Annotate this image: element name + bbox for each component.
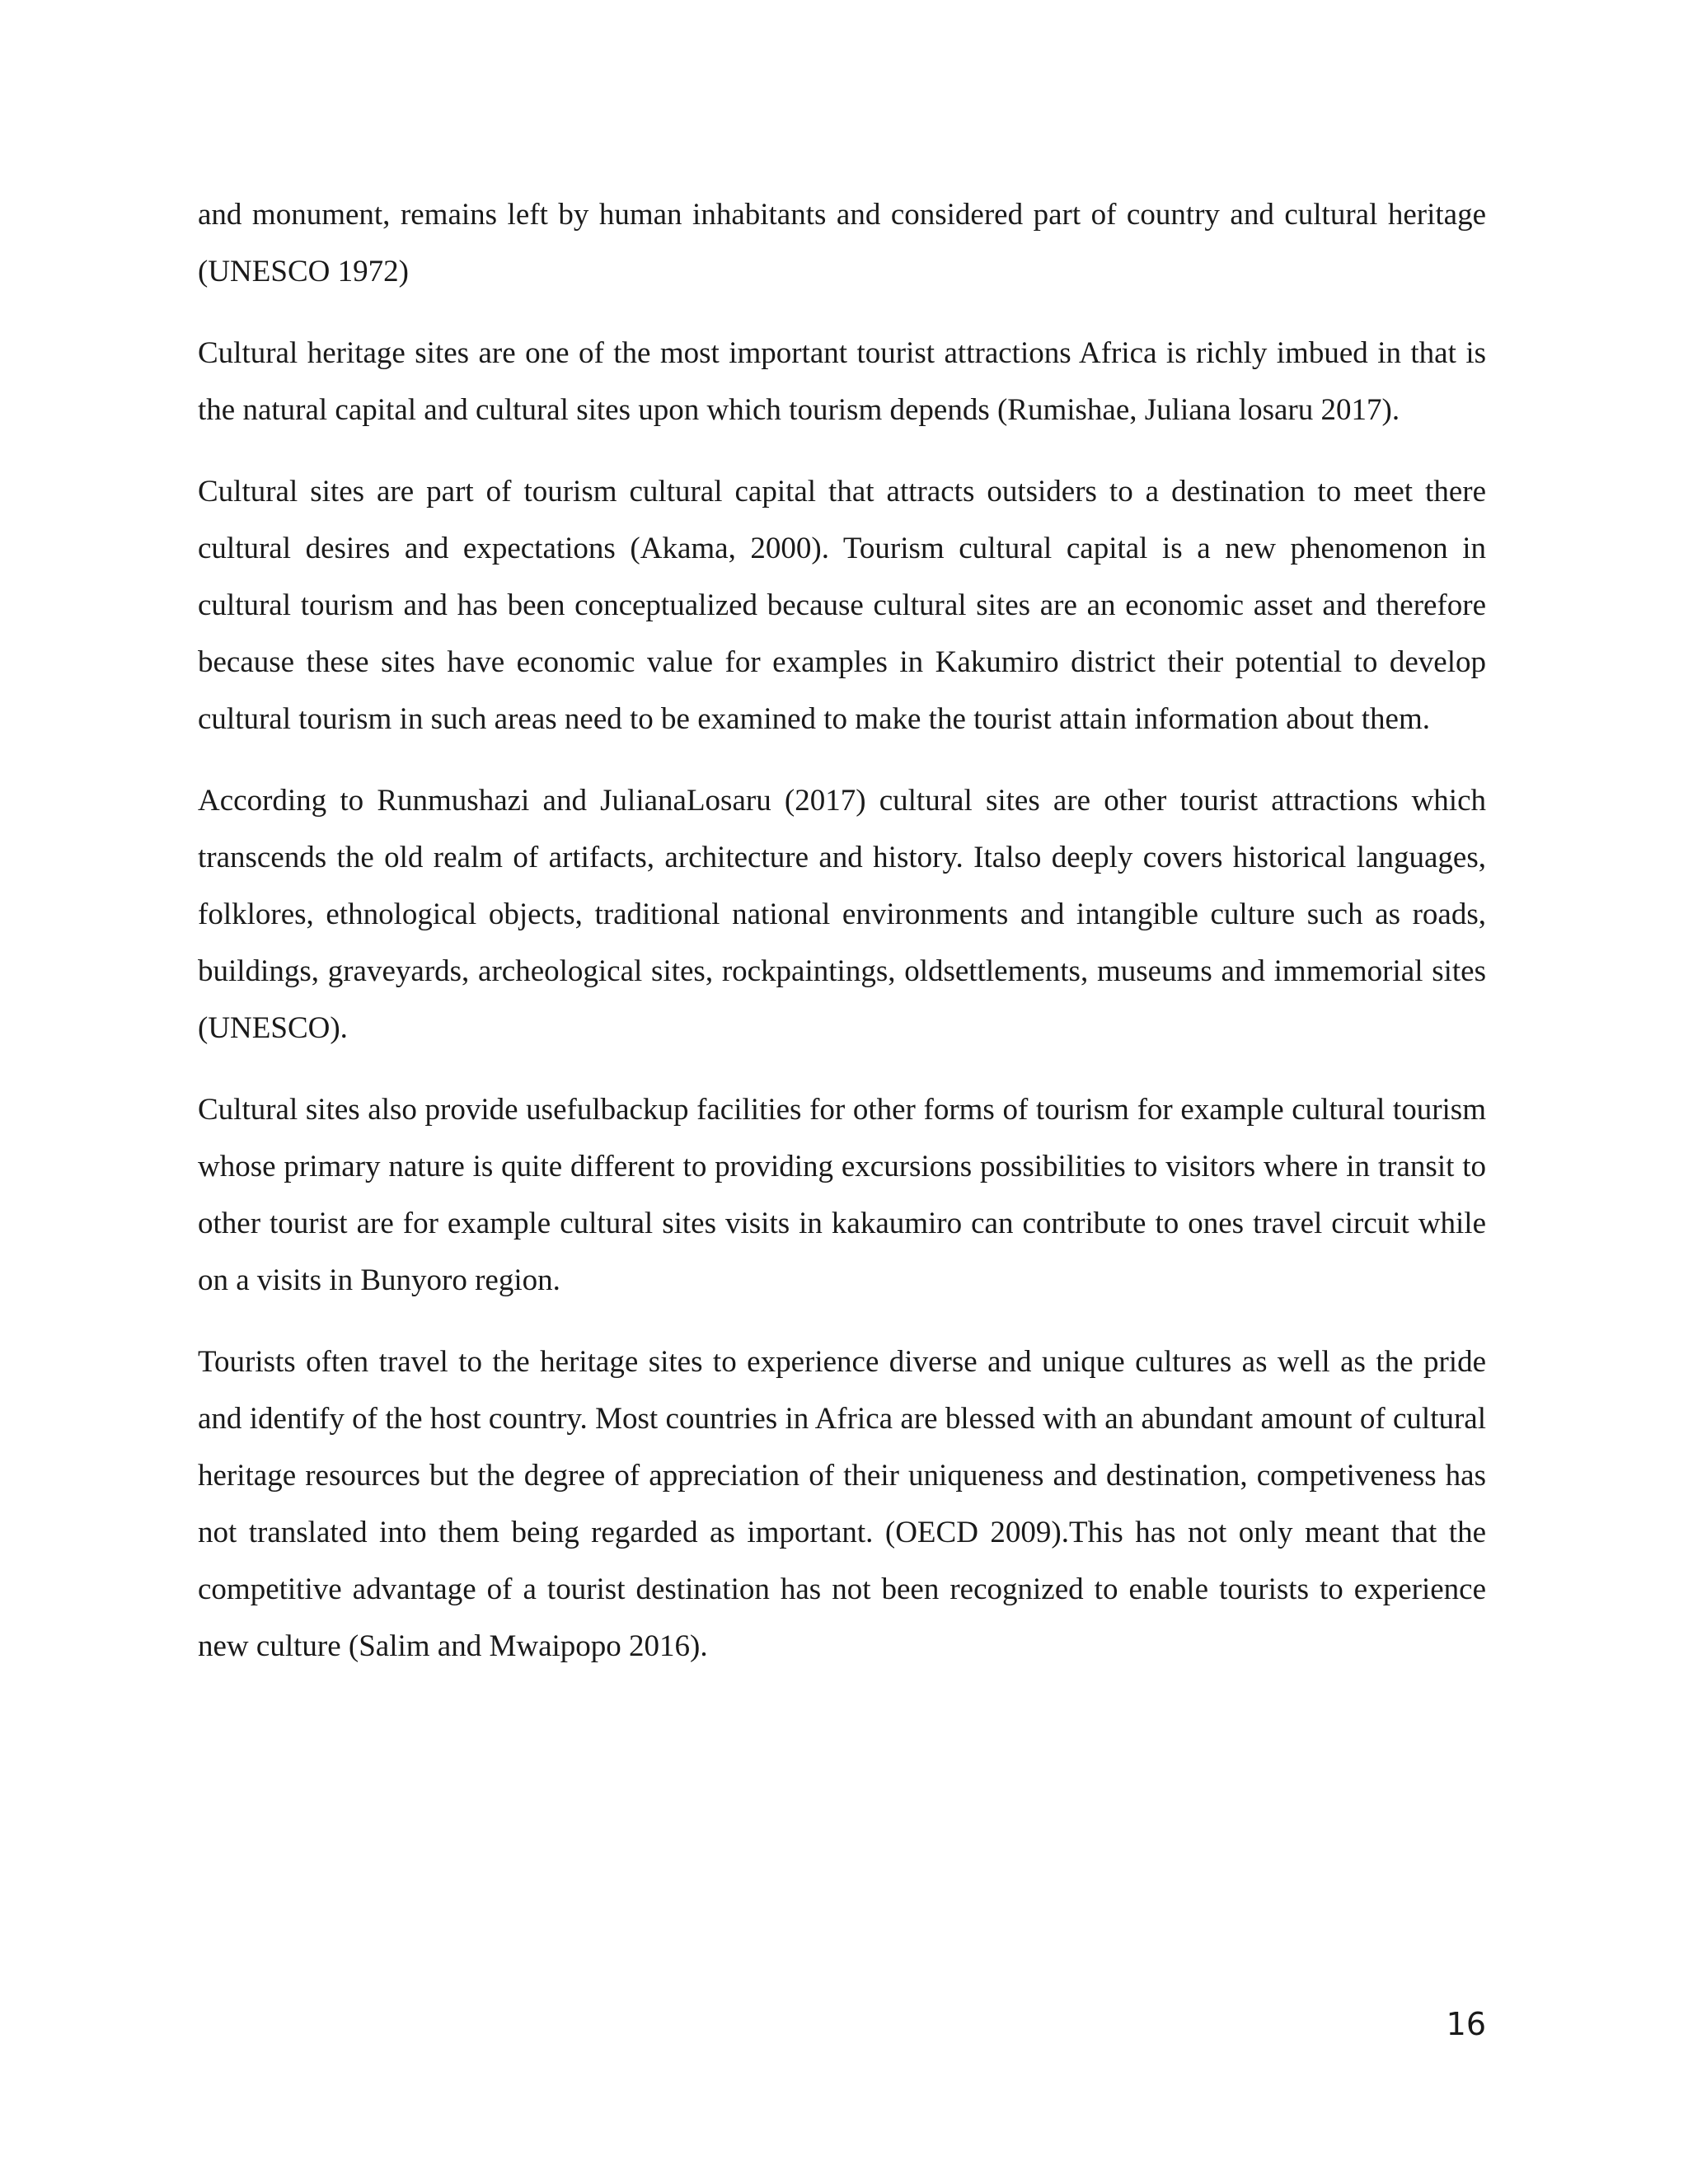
paragraph-6: Tourists often travel to the heritage sites to experience diverse and unique cultures as well as the pride and identify of the host country. Most countries in Africa are blessed with an abundant amount of cultural heritage resources but the degree of appreciation of their uniqueness and destination, competiveness has not translated into them being regarded as important. (OECD 2009).This has not only meant that the competitive advantage of a tourist destination has not been recognized to enable tourists to experience new culture (Salim and Mwaipopo 2016). (198, 1345, 1486, 1663)
paragraph-5: Cultural sites also provide usefulbackup facilities for other forms of tourism for example cultural tourism whose primary nature is quite different to providing excursions possibilities to visitors where in transit to other tourist are for example cultural sites visits in kakaumiro can contribute to ones travel circuit while on a visits in Bunyoro region. (198, 1093, 1486, 1297)
page-number: 16 (1446, 2006, 1486, 2042)
paragraph-2: Cultural heritage sites are one of the most important tourist attractions Africa is richly imbued in that is the natural capital and cultural sites upon which tourism depends (Rumishae, Juliana losaru 2017). (198, 336, 1486, 427)
paragraph-3: Cultural sites are part of tourism cultural capital that attracts outsiders to a destination to meet there cultural desires and expectations (Akama, 2000). Tourism cultural capital is a new phenomenon in cultural tourism and has been conceptualized because cultural sites are an economic asset and therefore because these sites have economic value for examples in Kakumiro district their potential to develop cultural tourism in such areas need to be examined to make the tourist attain information about them. (198, 475, 1486, 736)
paragraph-4: According to Runmushazi and JulianaLosaru (2017) cultural sites are other tourist attractions which transcends the old realm of artifacts, architecture and history. Italso deeply covers historical languages, folklores, ethnological objects, traditional national environments and intangible culture such as roads, buildings, graveyards, archeological sites, rockpaintings, oldsettlements, museums and immemorial sites (UNESCO). (198, 784, 1486, 1045)
paragraph-1: and monument, remains left by human inhabitants and considered part of country and cultural heritage (UNESCO 1972) (198, 198, 1486, 288)
body-text (198, 186, 1486, 1699)
